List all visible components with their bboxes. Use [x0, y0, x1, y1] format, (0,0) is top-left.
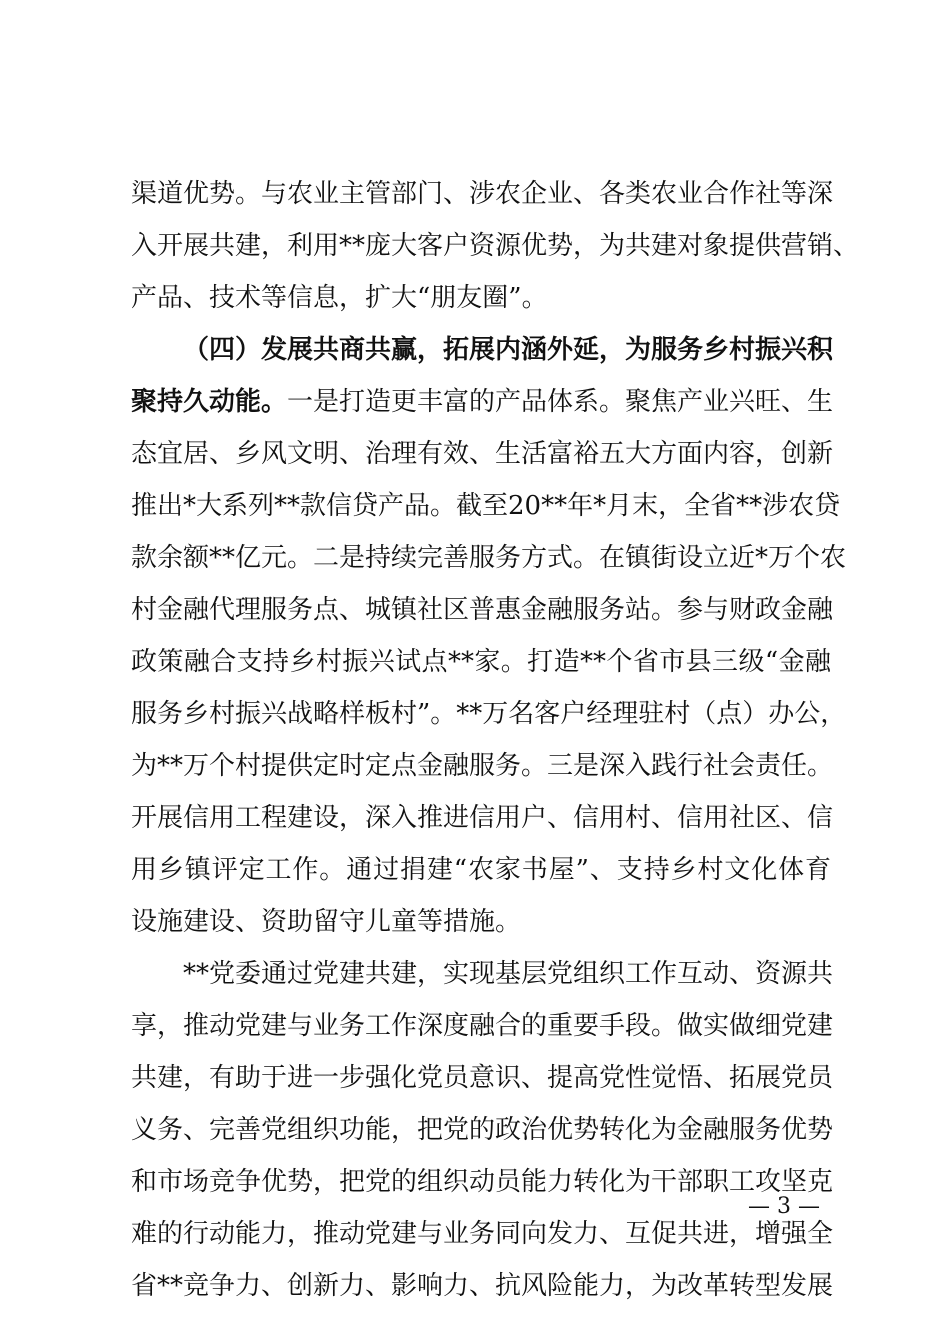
text-line: 义务、完善党组织功能，把党的政治优势转化为金融服务优势 — [131, 1115, 834, 1145]
section-heading: （四）发展共商共赢，拓展内涵外延，为服务乡村振兴积 — [183, 335, 834, 365]
text-line: 用乡镇评定工作。通过捐建“农家书屋”、支持乡村文化体育 — [131, 855, 831, 885]
text-run: 一是打造更丰富的产品体系。聚焦产业兴旺、生 — [287, 387, 834, 417]
text-line: 村金融代理服务点、城镇社区普惠金融服务站。参与财政金融 — [131, 595, 834, 625]
text-line: 设施建设、资助留守儿童等措施。 — [131, 907, 522, 937]
text-line: 款余额**亿元。二是持续完善服务方式。在镇街设立近*万个农 — [131, 543, 847, 573]
text-line: 产品、技术等信息，扩大“朋友圈”。 — [131, 283, 548, 313]
text-line: 共建，有助于进一步强化党员意识、提高党性觉悟、拓展党员 — [131, 1063, 834, 1093]
page-number: — 3 — — [748, 1194, 820, 1219]
text-line: 省**竞争力、创新力、影响力、抗风险能力，为改革转型发展 — [131, 1271, 834, 1301]
text-line — [131, 382, 834, 422]
text-line: 开展信用工程建设，深入推进信用户、信用村、信用社区、信 — [131, 803, 834, 833]
text-line: 态宜居、乡风文明、治理有效、生活富裕五大方面内容，创新 — [131, 439, 834, 469]
section-heading-end: 聚持久动能。 — [131, 387, 288, 417]
text-line: 难的行动能力，推动党建与业务同向发力、互促共进，增强全 — [131, 1219, 834, 1249]
text-line: 入开展共建，利用**庞大客户资源优势，为共建对象提供营销、 — [131, 231, 860, 261]
text-line: 推出*大系列**款信贷产品。截至20**年*月末，全省**涉农贷 — [131, 491, 841, 521]
text-line: 政策融合支持乡村振兴试点**家。打造**个省市县三级“金融 — [131, 647, 831, 677]
text-line: **党委通过党建共建，实现基层党组织工作互动、资源共 — [183, 959, 834, 989]
text-line: 为**万个村提供定时定点金融服务。三是深入践行社会责任。 — [131, 751, 834, 781]
text-line: 享，推动党建与业务工作深度融合的重要手段。做实做细党建 — [131, 1011, 834, 1041]
text-line: 渠道优势。与农业主管部门、涉农企业、各类农业合作社等深 — [131, 179, 834, 209]
text-line: 服务乡村振兴战略样板村”。**万名客户经理驻村（点）办公， — [131, 699, 847, 729]
text-line: 和市场竞争优势，把党的组织动员能力转化为干部职工攻坚克 — [131, 1167, 834, 1197]
